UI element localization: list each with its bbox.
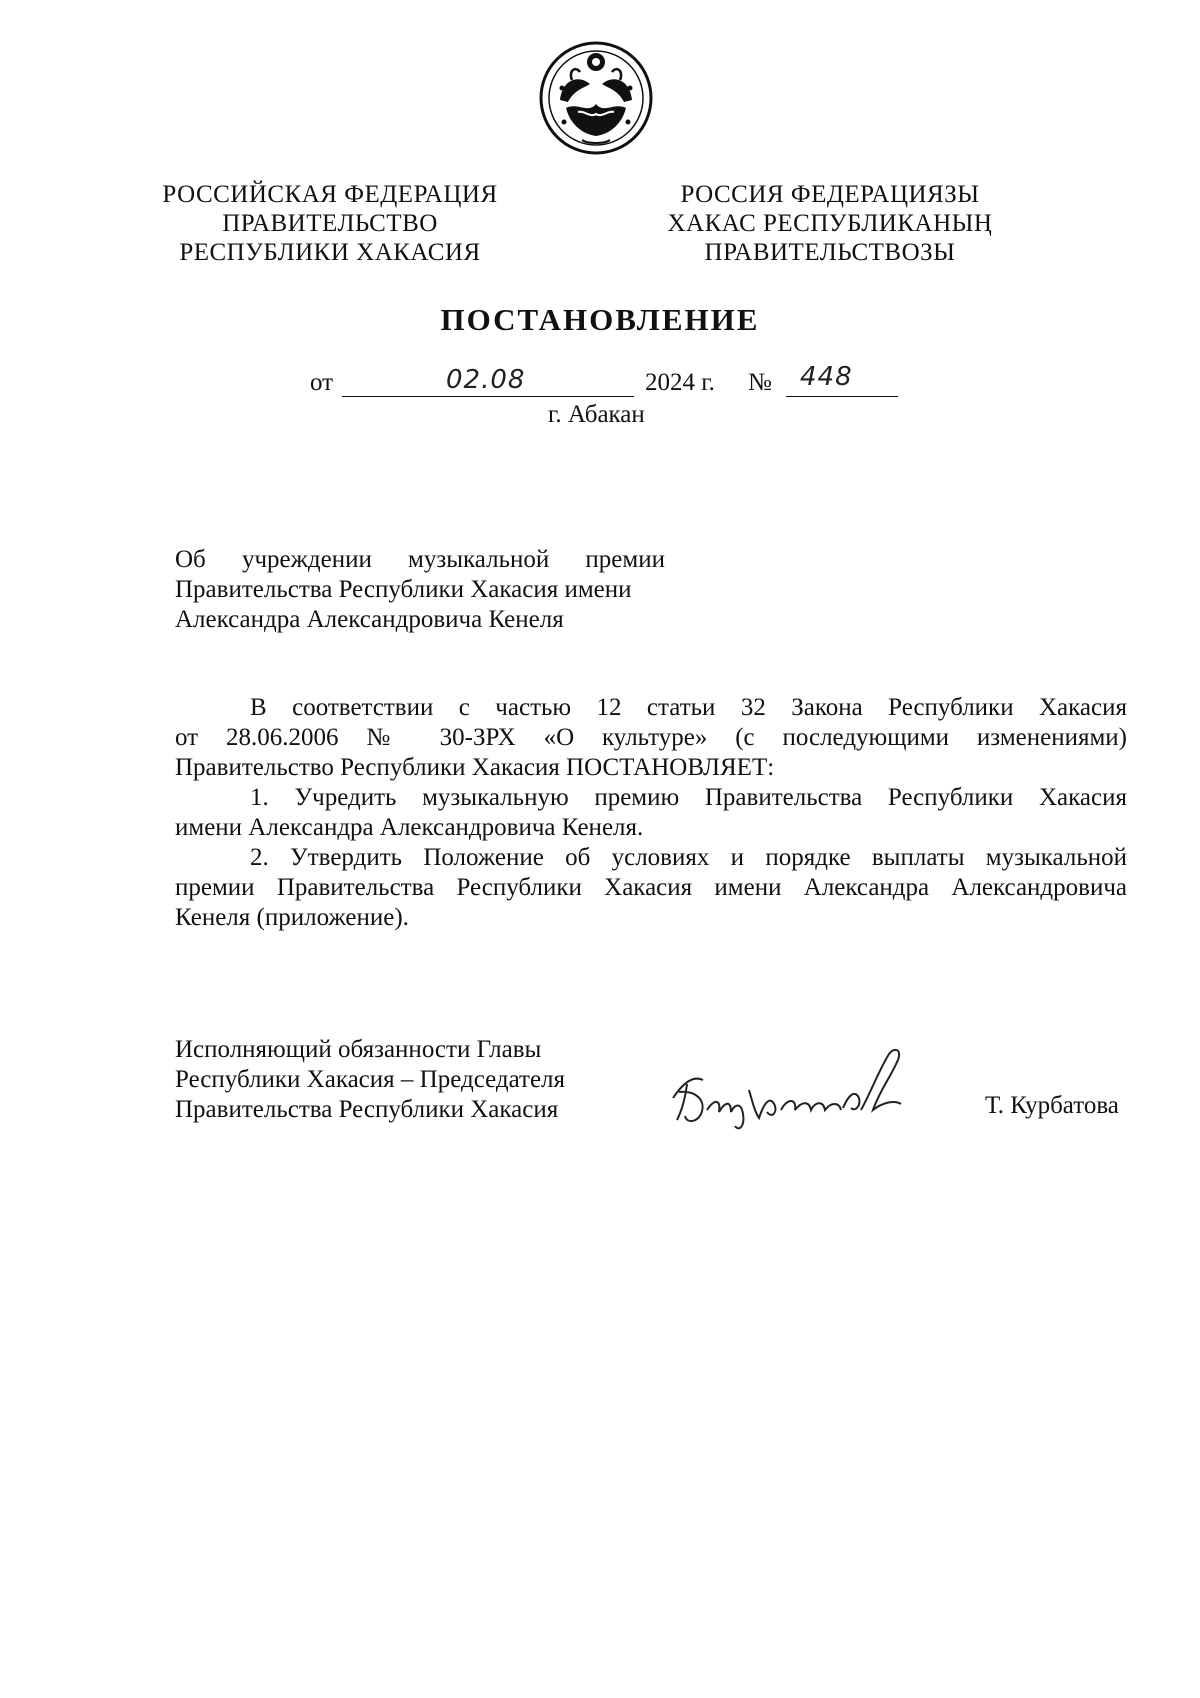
coat-of-arms-icon (538, 40, 654, 156)
date-handwritten: 02.08 (446, 365, 526, 395)
year-label: 2024 г. (645, 369, 715, 396)
document-subject (175, 545, 665, 635)
subject-word: премии (585, 546, 665, 573)
preamble-line: от 28.06.2006 № 30-ЗРХ «О культуре» (с последующими изменениями) (175, 724, 1127, 751)
signatory-name: Т. Курбатова (985, 1092, 1119, 1119)
subject-word: учреждении (241, 546, 372, 573)
item-1-line: 1. Учредить музыкальную премию Правительства Республики Хакасия (250, 784, 1127, 811)
signatory-title-line: Исполняющий обязанности Главы (175, 1036, 542, 1063)
header-right-line: ХАКАС РЕСПУБЛИКАНЫҢ (667, 210, 993, 237)
header-right-line: РОССИЯ ФЕДЕРАЦИЯЗЫ (680, 181, 980, 208)
signatory-title-line: Республики Хакасия – Председателя (175, 1066, 566, 1093)
subject-word: музыкальной (408, 546, 550, 573)
subject-line: Правительства Республики Хакасия имени (175, 576, 632, 603)
signatory-title-line: Правительства Республики Хакасия (175, 1096, 559, 1123)
subject-word: Об (175, 546, 206, 573)
number-label: № (748, 369, 772, 396)
header-left (160, 180, 500, 267)
header-right (655, 180, 1005, 267)
header-left-line: ПРАВИТЕЛЬСТВО (222, 210, 438, 237)
subject-line (175, 545, 665, 575)
signatory-title (175, 1035, 565, 1125)
from-label: от (310, 369, 334, 396)
number-underline (786, 396, 898, 397)
city: г. Абакан (548, 401, 645, 428)
preamble-line: В соответствии с частью 12 статьи 32 Закона Республики Хакасия (250, 694, 1127, 721)
header-left-line: РЕСПУБЛИКИ ХАКАСИЯ (179, 239, 481, 266)
number-handwritten: 448 (800, 362, 853, 392)
subject-line: Александра Александровича Кенеля (175, 606, 564, 633)
header-left-line: РОССИЙСКАЯ ФЕДЕРАЦИЯ (162, 181, 498, 208)
document-type: ПОСТАНОВЛЕНИЕ (440, 302, 760, 337)
item-2-line: премии Правительства Республики Хакасия имени Александра Александровича (175, 874, 1127, 901)
item-2-line: Кенеля (приложение). (175, 904, 409, 931)
handwritten-signature (665, 1040, 945, 1130)
date-underline (342, 396, 634, 397)
header-right-line: ПРАВИТЕЛЬСТВОЗЫ (704, 239, 956, 266)
item-2-line: 2. Утвердить Положение об условиях и порядке выплаты музыкальной (250, 844, 1127, 871)
item-1-line: имени Александра Александровича Кенеля. (175, 814, 644, 841)
preamble-line: Правительство Республики Хакасия ПОСТАНОВЛЯЕТ: (175, 754, 775, 781)
document-body (175, 693, 1127, 933)
